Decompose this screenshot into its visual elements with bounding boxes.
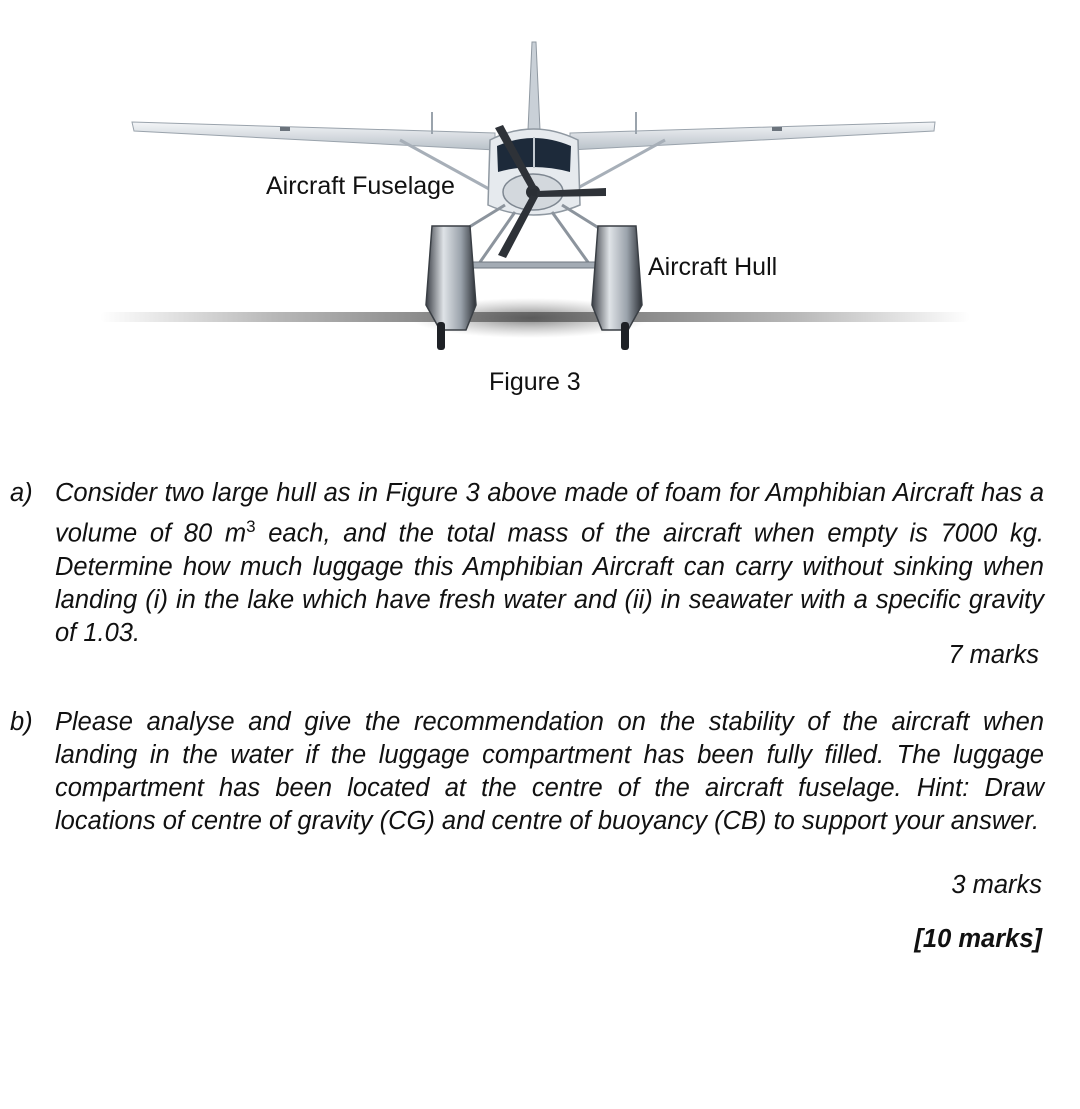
left-float-wheel (437, 322, 445, 350)
float-spreader-bar (460, 262, 610, 268)
question-a-text-part1: Consider two large hull as in Figure 3 above made of foam for Amphibian Aircraft has a volume of 80 m (55, 479, 1044, 548)
right-wing-light (772, 127, 782, 131)
question-b-text: Please analyse and give the recommendation on the stability of the aircraft when landing in the water if the luggage compartment has been fully filled. The luggage compartment has been located at the centre of the aircraft fuselage. Hint: Draw locations of centre of gravity (CG) and centre of buoyancy (CB) to support your answer. (55, 708, 1044, 835)
question-a-marks: 7 marks (948, 641, 1039, 669)
question-a (10, 477, 1044, 650)
left-wing (132, 122, 495, 150)
total-marks: [10 marks] (914, 925, 1042, 953)
left-float-hull (426, 226, 476, 330)
figure-3 (0, 0, 1080, 410)
question-a-prefix: a) (10, 479, 33, 507)
question-b-marks: 3 marks (951, 871, 1042, 899)
label-aircraft-hull: Aircraft Hull (648, 253, 778, 281)
question-a-text (55, 477, 1044, 650)
right-float-hull (592, 226, 642, 330)
tail-fin (528, 42, 540, 130)
right-float-wheel (621, 322, 629, 350)
question-a-text-part2: each, and the total mass of the aircraft when empty is 7000 kg. Determine how much luggage this Amphibian Aircraft can carry without sinking when landing (i) in the lake which have fresh water and (ii) in seawater with a specific gravity of 1.03. (55, 519, 1044, 647)
right-wing (570, 122, 935, 150)
question-b (10, 706, 1044, 838)
question-b-prefix: b) (10, 708, 33, 736)
left-wing-light (280, 127, 290, 131)
figure-caption: Figure 3 (489, 368, 581, 396)
question-a-superscript: 3 (246, 517, 256, 536)
label-aircraft-fuselage: Aircraft Fuselage (266, 172, 455, 200)
amphibian-aircraft-illustration (0, 0, 1080, 410)
